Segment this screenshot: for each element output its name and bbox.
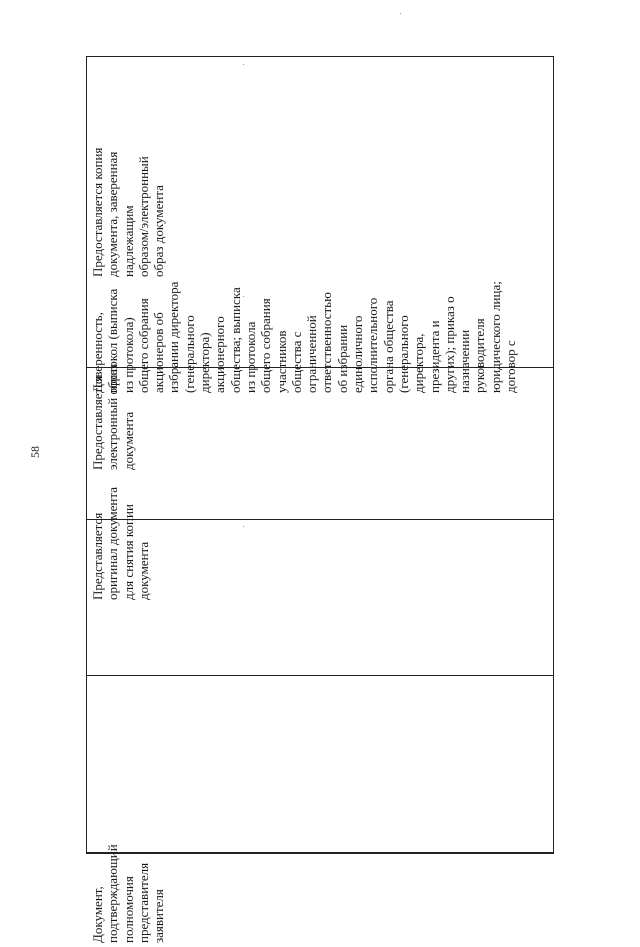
scan-speck	[243, 526, 244, 527]
cell-text-document-type: Документ, подтверждающий полномочия представителя заявителя	[90, 843, 167, 943]
page-number: 58	[28, 446, 42, 458]
cell-text-electronic-image: Предоставляется электронный образ документа	[90, 364, 136, 471]
table-cell-document-type	[87, 676, 553, 943]
cell-text-original-submission: Представляется оригинал документа для снятия копии документа	[90, 486, 151, 600]
table-cell-certified-copy	[87, 57, 553, 277]
scan-speck	[400, 13, 401, 14]
cell-text-document-examples: Доверенность, протокол (выписка из протокола) общего собрания акционеров об избрании директора (генерального директора) акционерного общества; выписка из протокола общего собрания участников общества с ограниченной ответственностью об избрании единоличного исполнительного органа общества (генерального директора, президента и других); приказ о назначении руководителя юридического лица; договор с	[90, 280, 519, 393]
document-table	[86, 56, 554, 943]
table-cell-original-submission	[87, 368, 553, 600]
scan-speck	[243, 64, 244, 65]
scan-speck	[243, 296, 244, 297]
cell-text-certified-copy: Предоставляется копия документа, заверенная надлежащим образом/электронный образ документа	[90, 147, 167, 277]
